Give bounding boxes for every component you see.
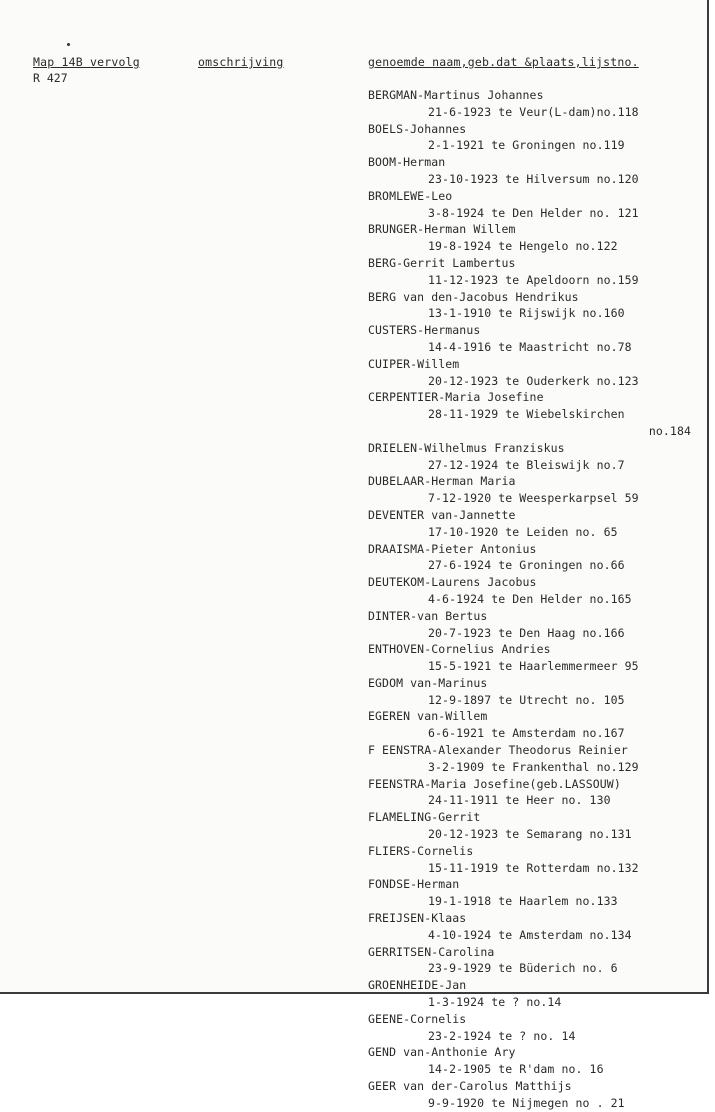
list-item bbox=[368, 608, 703, 642]
entry-detail: 23-9-1929 te Büderich no. 6 bbox=[428, 961, 618, 976]
list-item bbox=[368, 742, 703, 776]
entry-detail: 3-8-1924 te Den Helder no. 121 bbox=[428, 205, 639, 220]
list-item bbox=[368, 574, 703, 608]
list-item bbox=[368, 809, 703, 843]
entry-name: BRUNGER-Herman Willem bbox=[368, 222, 516, 237]
entry-name: CUIPER-Willem bbox=[368, 356, 460, 371]
entry-detail: 14-4-1916 te Maastricht no.78 bbox=[428, 339, 632, 354]
list-item bbox=[368, 641, 703, 675]
description-heading: omschrijving bbox=[198, 55, 284, 69]
entry-name: GEER van der-Carolus Matthijs bbox=[368, 1079, 572, 1094]
entry-detail: 9-9-1920 te Nijmegen no . 21 bbox=[428, 1095, 625, 1110]
entry-detail: 17-10-1920 te Leiden no. 65 bbox=[428, 524, 618, 539]
reference-number: R 427 bbox=[33, 71, 68, 85]
entry-name: CERPENTIER-Maria Josefine bbox=[368, 390, 544, 405]
entry-detail: 4-10-1924 te Amsterdam no.134 bbox=[428, 927, 632, 942]
entry-name: EGEREN van-Willem bbox=[368, 709, 488, 724]
entry-detail: 24-11-1911 te Heer no. 130 bbox=[428, 793, 611, 808]
entry-detail: 15-5-1921 te Haarlemmermeer 95 bbox=[428, 659, 639, 674]
entry-detail: 7-12-1920 te Weesperkarpsel 59 bbox=[428, 491, 639, 506]
entry-detail: 12-9-1897 te Utrecht no. 105 bbox=[428, 692, 625, 707]
list-item bbox=[368, 440, 703, 474]
list-item bbox=[368, 876, 703, 910]
list-item bbox=[368, 154, 703, 188]
entry-name: GEENE-Cornelis bbox=[368, 1011, 467, 1026]
entry-name: CUSTERS-Hermanus bbox=[368, 323, 481, 338]
entry-name: GERRITSEN-Carolina bbox=[368, 944, 495, 959]
list-item bbox=[368, 675, 703, 709]
entry-detail: 20-12-1923 te Ouderkerk no.123 bbox=[428, 373, 639, 388]
entry-name: BERG-Gerrit Lambertus bbox=[368, 255, 516, 270]
entry-name: FREIJSEN-Klaas bbox=[368, 911, 467, 926]
entry-name: DUBELAAR-Herman Maria bbox=[368, 474, 516, 489]
entry-detail: 14-2-1905 te R'dam no. 16 bbox=[428, 1062, 604, 1077]
entry-name: FEENSTRA-Maria Josefine(geb.LASSOUW) bbox=[368, 776, 621, 791]
list-item bbox=[368, 507, 703, 541]
entry-detail: 27-6-1924 te Groningen no.66 bbox=[428, 558, 625, 573]
entry-list bbox=[368, 87, 703, 1112]
entry-name: DEVENTER van-Jannette bbox=[368, 507, 516, 522]
entry-detail: 21-6-1923 te Veur(L-dam)no.118 bbox=[428, 104, 639, 119]
list-item bbox=[368, 473, 703, 507]
list-item bbox=[368, 910, 703, 944]
list-item bbox=[368, 1044, 703, 1078]
list-item bbox=[368, 188, 703, 222]
entry-name: BROMLEWE-Leo bbox=[368, 188, 453, 203]
entry-detail: 6-6-1921 te Amsterdam no.167 bbox=[428, 726, 625, 741]
entry-name: BOOM-Herman bbox=[368, 155, 446, 170]
entry-detail: 13-1-1910 te Rijswijk no.160 bbox=[428, 306, 625, 321]
list-item bbox=[368, 977, 703, 1011]
list-item bbox=[368, 541, 703, 575]
columns-heading: genoemde naam,geb.dat &plaats,lijstno. bbox=[368, 55, 639, 69]
entry-name: DEUTEKOM-Laurens Jacobus bbox=[368, 575, 537, 590]
list-item bbox=[368, 289, 703, 323]
list-item bbox=[368, 1011, 703, 1045]
entry-name: FLIERS-Cornelis bbox=[368, 843, 474, 858]
entry-detail: 4-6-1924 te Den Helder no.165 bbox=[428, 591, 632, 606]
entry-detail: 28-11-1929 te Wiebelskirchen bbox=[428, 407, 625, 422]
list-item bbox=[368, 944, 703, 978]
entry-detail: 20-12-1923 te Semarang no.131 bbox=[428, 827, 632, 842]
entry-detail-continuation: no.184 bbox=[648, 423, 691, 438]
entry-detail: 2-1-1921 te Groningen no.119 bbox=[428, 138, 625, 153]
entry-name: FLAMELING-Gerrit bbox=[368, 810, 481, 825]
entry-detail: 15-11-1919 te Rotterdam no.132 bbox=[428, 860, 639, 875]
list-item bbox=[368, 708, 703, 742]
entry-detail: 20-7-1923 te Den Haag no.166 bbox=[428, 625, 625, 640]
list-item bbox=[368, 1078, 703, 1112]
entry-name: DRAAISMA-Pieter Antonius bbox=[368, 541, 537, 556]
entry-name: GROENHEIDE-Jan bbox=[368, 978, 467, 993]
entry-name: FONDSE-Herman bbox=[368, 877, 460, 892]
list-item bbox=[368, 221, 703, 255]
entry-name: F EENSTRA-Alexander Theodorus Reinier bbox=[368, 743, 628, 758]
entry-detail: 19-8-1924 te Hengelo no.122 bbox=[428, 239, 618, 254]
entry-detail: 23-10-1923 te Hilversum no.120 bbox=[428, 171, 639, 186]
entry-name: GEND van-Anthonie Ary bbox=[368, 1045, 516, 1060]
entry-detail: 11-12-1923 te Apeldoorn no.159 bbox=[428, 272, 639, 287]
entry-name: BERGMAN-Martinus Johannes bbox=[368, 88, 544, 102]
entry-detail: 27-12-1924 te Bleiswijk no.7 bbox=[428, 457, 625, 472]
map-heading: Map 14B vervolg bbox=[33, 55, 140, 69]
list-item bbox=[368, 322, 703, 356]
entry-detail: 3-2-1909 te Frankenthal no.129 bbox=[428, 759, 639, 774]
list-item bbox=[368, 87, 703, 121]
list-item bbox=[368, 121, 703, 155]
list-item bbox=[368, 356, 703, 390]
entry-name: BOELS-Johannes bbox=[368, 121, 467, 136]
entry-detail: 1-3-1924 te ? no.14 bbox=[428, 995, 562, 1010]
entry-name: DRIELEN-Wilhelmus Franziskus bbox=[368, 440, 565, 455]
list-item bbox=[368, 389, 703, 439]
entry-name: BERG van den-Jacobus Hendrikus bbox=[368, 289, 579, 304]
entry-detail: 23-2-1924 te ? no. 14 bbox=[428, 1028, 576, 1043]
entry-name: DINTER-van Bertus bbox=[368, 608, 488, 623]
list-item bbox=[368, 843, 703, 877]
list-item bbox=[368, 776, 703, 810]
entry-detail: 19-1-1918 te Haarlem no.133 bbox=[428, 894, 618, 909]
entry-name: EGDOM van-Marinus bbox=[368, 675, 488, 690]
ink-dot bbox=[67, 43, 70, 46]
list-item bbox=[368, 255, 703, 289]
entry-name: ENTHOVEN-Cornelius Andries bbox=[368, 642, 551, 657]
